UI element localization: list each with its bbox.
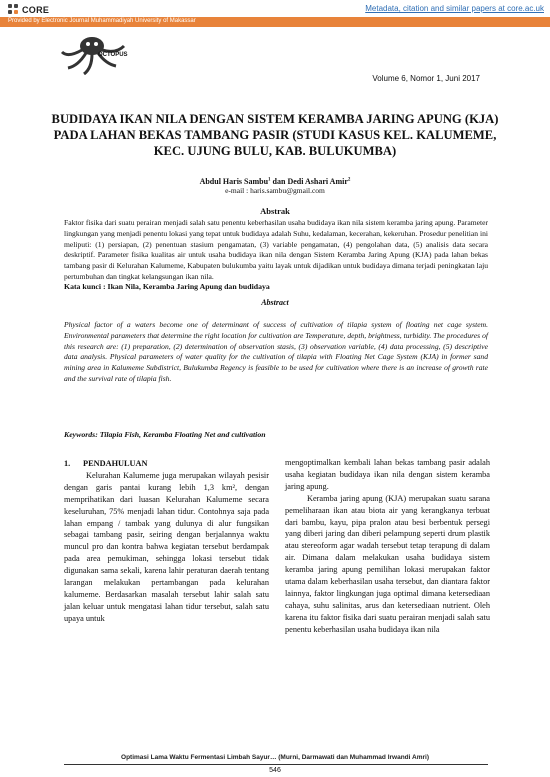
author-2: Dedi Ashari Amir bbox=[287, 177, 348, 186]
provided-by-bar bbox=[0, 17, 550, 27]
author-1-affiliation: 1 bbox=[268, 177, 271, 183]
abstrak-text: Faktor fisika dari suatu perairan menjadi salah satu penentu keberhasilan usaha budidaya ikan nila sistem keramba jaring apung. Parameter lingkungan yang menjadi penentu lokasi yang tepat untuk budidaya adalah Suhu, kedalaman, kecerahan, kekeruhan. Prosedur penelitian ini meliputi: (1) persiapan, (2) penentuan stasium pengamatan, (3) variable pengamatan, (4) pengolahan data, (5) analisis data secara deskriptif. Parameter fisika kualitas air untuk usaha budidaya ikan nila dengan Sistem Keramba Jaring Apung (KJA) pada lahan bekas tambang pasir di Kelurahan Kalumeme, Kabupaten bulukumba yaitu layak untuk dijadikan untuk budidaya dimana terjadi peningkatan laju pertumbuhan dan tingkat kelangsungan ikan nila. bbox=[64, 218, 488, 281]
kata-kunci: Kata kunci : Ikan Nila, Keramba Jaring Apung dan budidaya bbox=[64, 282, 270, 291]
body-paragraph: Kelurahan Kalumeme juga merupakan wilayah pesisir dengan garis pantai kurang lebih 1,3 km², dengan memprihatikan dari luasan Kelurahan Kalumeme secara keseluruhan, 75% menjadi lahan tidur. Contohnya saja pada lahan empang / tambak yang dulunya di alur fungsikan sebagai tambang pasir, seiring dengan berjalannya waktu muncul pro dan kontra bahwa kegiatan tersebut berdampak pada area pemukiman, sehingga lokasi tersebut tidak digunakan sama sekali, karena lahir peraturan daerah tentang larangan melakukan pertambangan pada kelurahan kalumeme. Berdasarkan masalah tersebut lahir salah satu jalan keluar untuk mengatasi lahan tidur tersebut, salah satu upaya untuk bbox=[64, 470, 269, 623]
core-logo[interactable] bbox=[8, 4, 49, 15]
body-paragraph: Keramba jaring apung (KJA) merupakan suatu sarana pemeliharaan ikan atau biota air yang kerangkanya terbuat dari bambu, kayu, pipa pralon atau besi berbentuk persegi yang diberi jaring dan diberi pelampung seperti drum plastik atau stereoform agar wadah tersebut tetap terapung di dalam air. Dimana dalam melakukan usaha budidaya sistem keramba jaring apung pemilihan lokasi merupakan faktor utama dalam keberhasilan usaha tersebut, dan diantara faktor lainnya, faktor lingkungan juga optimal dimana ketersediaan cahaya, suhu salinitas, arus dan ketersediaan nutrient. Oleh karena itu faktor fisika dari suatu perairan menjadi salah satu penentu keberhasilan usaha budidaya ikan nila bbox=[285, 493, 490, 634]
footer-rule bbox=[64, 764, 488, 765]
abstract-heading: Abstract bbox=[261, 298, 289, 307]
author-email: e-mail : haris.sambu@gmail.com bbox=[225, 186, 325, 195]
abstrak-heading: Abstrak bbox=[260, 206, 290, 216]
section-heading bbox=[64, 458, 269, 470]
keywords: Keywords: Tilapia Fish, Keramba Floating Net and cultivation bbox=[64, 430, 266, 439]
running-footer: Optimasi Lama Waktu Fermentasi Limbah Sayur… (Murni, Darmawati dan Muhammad Irwandi Amri) bbox=[121, 754, 429, 761]
provided-by-text: Provided by Electronic Journal Muhammadiyah University of Makassar bbox=[8, 18, 196, 24]
section-title: PENDAHULUAN bbox=[83, 459, 148, 468]
author-2-affiliation: 2 bbox=[347, 177, 351, 183]
abstract-text: Physical factor of a waters become one of determinant of success of cultivation of tilapia system of floating net cage system. Environmental parameters that determine the right location for cultivation are Temperature, depth, brightness, turbidity. The procedures of this research are: (1) preparation, (2) determination of observation stasis, (3) observation variable, (4) data processing, (5) descriptive data analysis. Physical parameters of water quality for the cultivation of tilapia with Floating Net Cage System (KJA) in former sand mining area in Kalumeme Subdistrict, Bulukumba Regency is feasible to be used for cultivation where there is an increase of growth rate and the survival rate of tilapia fish. bbox=[64, 320, 488, 383]
body-left-column bbox=[64, 458, 269, 625]
body-paragraph: mengoptimalkan kembali lahan bekas tambang pasir adalah usaha kegiatan budidaya ikan nila dengan sistem keramba jaring apung. bbox=[285, 458, 490, 491]
page-number: 546 bbox=[269, 767, 281, 774]
section-number: 1. bbox=[64, 459, 71, 468]
author-1: Abdul Haris Sambu bbox=[199, 177, 269, 186]
journal-logo bbox=[60, 30, 130, 75]
authors bbox=[0, 177, 550, 186]
journal-logo-text: OCTOPUS bbox=[98, 52, 128, 58]
body-right-column bbox=[285, 457, 490, 636]
volume-line: Volume 6, Nomor 1, Juni 2017 bbox=[372, 74, 480, 83]
core-logo-icon bbox=[8, 4, 19, 15]
core-metadata-link[interactable]: Metadata, citation and similar papers at core.ac.uk bbox=[365, 4, 544, 13]
paper-title: BUDIDAYA IKAN NILA DENGAN SISTEM KERAMBA JARING APUNG (KJA) PADA LAHAN BEKAS TAMBANG PASIR (STUDI KASUS KEL. KALUMEME, KEC. UJUNG BULU, KAB. BULUKUMBA) bbox=[51, 112, 499, 158]
author-separator: dan bbox=[270, 177, 288, 186]
core-brand: CORE bbox=[22, 4, 50, 15]
